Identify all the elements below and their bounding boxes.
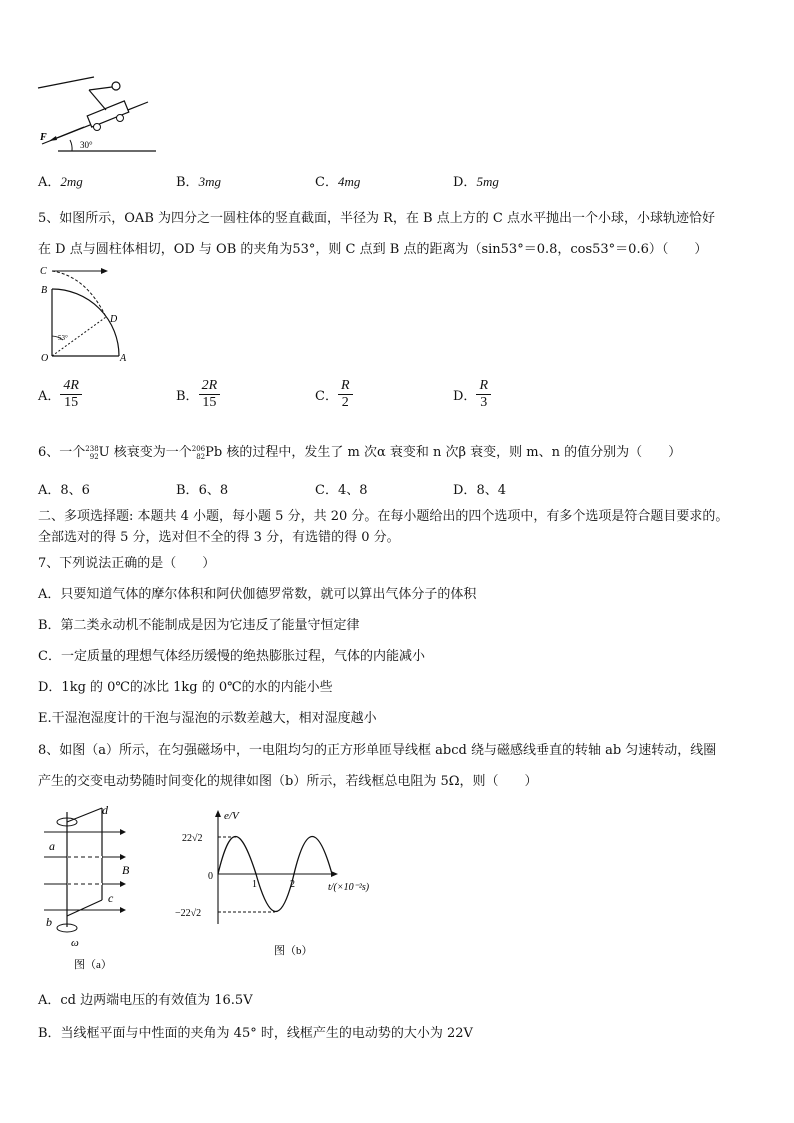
q5-label-o: O xyxy=(41,353,49,362)
q8-graph-zero: 0 xyxy=(208,871,213,882)
q4-option-c[interactable]: C．4mg xyxy=(315,174,361,190)
q6-option-c[interactable]: C．4、8 xyxy=(315,483,368,498)
q5-option-c[interactable]: C． $\frac{R}{2}$ xyxy=(315,378,353,411)
q5-quarter-circle-figure xyxy=(36,262,132,362)
q5-option-d[interactable]: D． $\frac{R}{3}$ xyxy=(453,378,491,411)
q6-uranium-numbers: 238 92 xyxy=(85,444,99,461)
q5-stem-line1: 5、如图所示，OAB 为四分之一圆柱体的竖直截面，半径为 R，在 B 点上方的 C 点水平抛出一个小球，小球轨迹恰好 xyxy=(38,211,715,226)
q7-option-c[interactable]: C．一定质量的理想气体经历缓慢的绝热膨胀过程，气体的内能减小 xyxy=(38,649,425,664)
q7-option-b[interactable]: B．第二类永动机不能制成是因为它违反了能量守恒定律 xyxy=(38,618,360,633)
q8-graph-ybot: −22√2 xyxy=(175,908,202,919)
q8-graph-t1: 1 xyxy=(252,879,257,890)
q8-figure-a-coil xyxy=(36,802,146,974)
q8-graph-ytop: 22√2 xyxy=(182,833,203,844)
q8-stem-line1: 8、如图（a）所示，在匀强磁场中，一电阻均匀的正方形单匝导线框 abcd 绕与磁感线垂直的转轴 ab 匀速转动，线圈 xyxy=(38,743,717,758)
q5-angle: 53° xyxy=(58,334,68,342)
q8-figure-b-graph xyxy=(172,804,394,960)
q8-option-a[interactable]: A．cd 边两端电压的有效值为 16.5V xyxy=(38,993,253,1008)
q6-option-d[interactable]: D．8、4 xyxy=(453,483,506,498)
q4-option-b[interactable]: B．3mg xyxy=(176,174,221,190)
q8-fig-a-caption: 图（a） xyxy=(74,959,112,971)
q5-label-b: B xyxy=(41,285,48,296)
q8-graph-ylabel: e/V xyxy=(224,810,239,822)
q5-option-a[interactable]: A． $\frac{4R}{15}$ xyxy=(38,378,82,411)
q5-option-a-fraction: $\frac{4R}{15}$ xyxy=(60,378,82,411)
q5-label-d: D xyxy=(110,314,118,325)
q6-uranium-symbol: U xyxy=(98,445,110,460)
q8-label-omega: ω xyxy=(71,937,79,949)
q8-label-b-field: B xyxy=(122,863,130,877)
q4-option-a[interactable]: A．2mg xyxy=(38,174,83,190)
q5-label-c: C xyxy=(40,266,47,277)
q5-stem-line2: 在 D 点与圆柱体相切，OD 与 OB 的夹角为53°，则 C 点到 B 点的距离为（sin53°＝0.8，cos53°＝0.6）（ ） xyxy=(38,242,708,257)
q6-lead-numbers: 206 82 xyxy=(191,444,206,461)
q5-option-d-fraction: $\frac{R}{3}$ xyxy=(476,378,491,411)
q7-option-d[interactable]: D．1kg 的 0℃的冰比 1kg 的 0℃的水的内能小些 xyxy=(38,680,333,695)
q5-option-c-fraction: $\frac{R}{2}$ xyxy=(338,378,353,411)
q6-option-a[interactable]: A．8、6 xyxy=(38,483,90,498)
q8-graph-xlabel: t/(×10⁻²s) xyxy=(328,882,370,893)
q8-label-d: d xyxy=(102,803,108,817)
q6-lead-symbol: Pb xyxy=(205,445,223,460)
q4-force-label: F xyxy=(40,132,47,143)
q4-angle-label: 30° xyxy=(80,140,93,150)
q5-option-b[interactable]: B． $\frac{2R}{15}$ xyxy=(176,378,220,411)
q8-label-b: b xyxy=(46,915,52,929)
q7-option-e[interactable]: E.干湿泡湿度计的干泡与湿泡的示数差越大，相对湿度越小 xyxy=(38,711,377,726)
section2-instructions-line2: 全部选对的得 5 分，选对但不全的得 3 分，有选错的得 0 分。 xyxy=(38,530,400,545)
q8-graph-t2: 2 xyxy=(290,879,295,890)
section2-instructions-line1: 二、多项选择题: 本题共 4 小题，每小题 5 分，共 20 分。在每小题给出的四个选项中，有多个选项是符合题目要求的。 xyxy=(38,509,729,524)
q5-label-a: A xyxy=(120,353,127,362)
q4-incline-figure xyxy=(36,74,160,154)
q7-option-a[interactable]: A．只要知道气体的摩尔体积和阿伏伽德罗常数，就可以算出气体分子的体积 xyxy=(38,587,477,602)
q8-option-b[interactable]: B．当线框平面与中性面的夹角为 45° 时，线框产生的电动势的大小为 22V xyxy=(38,1026,473,1041)
q7-stem: 7、下列说法正确的是（ ） xyxy=(38,556,216,571)
q8-fig-b-caption: 图（b） xyxy=(274,945,313,957)
q8-label-c: c xyxy=(108,891,114,905)
q8-stem-line2: 产生的交变电动势随时间变化的规律如图（b）所示，若线框总电阻为 5Ω，则（ ） xyxy=(38,774,538,789)
q8-label-a: a xyxy=(49,839,55,853)
q6-stem: 6、一个 238 92 U 核衰变为一个 206 82 Pb 核的过程中，发生了 m 次α 衰变和 n 次β 衰变，则 m、n 的值分别为（ ） xyxy=(38,444,682,461)
q6-option-b[interactable]: B．6、8 xyxy=(176,483,229,498)
q4-option-d[interactable]: D．5mg xyxy=(453,174,499,190)
q5-option-b-fraction: $\frac{2R}{15}$ xyxy=(199,378,221,411)
